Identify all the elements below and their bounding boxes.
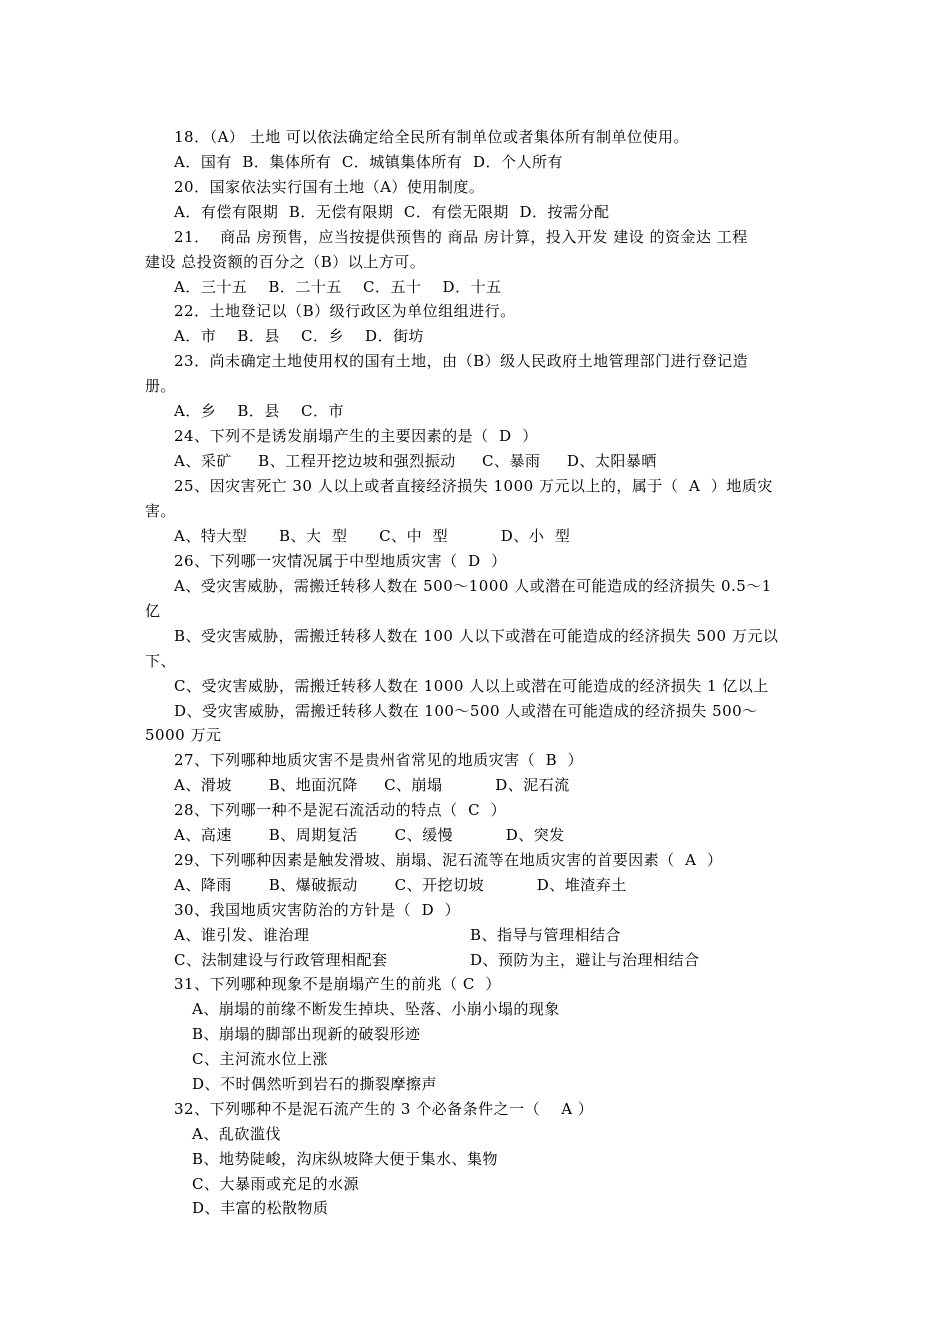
options-27: A、滑坡 B、地面沉降 C、崩塌 D、泥石流 xyxy=(174,776,570,794)
question-23-cont: 册。 xyxy=(145,377,177,395)
options-24: A、采矿 B、工程开挖边坡和强烈振动 C、暴雨 D、太阳暴晒 xyxy=(174,452,657,470)
question-23: 23．尚未确定土地使用权的国有土地，由（B）级人民政府土地管理部门进行登记造 xyxy=(174,352,749,370)
option-32-a: A、乱砍滥伐 xyxy=(192,1125,281,1143)
option-31-d: D、不时偶然听到岩石的撕裂摩擦声 xyxy=(192,1075,438,1093)
option-26-d-cont: 5000 万元 xyxy=(145,726,222,744)
options-22: A．市 B．县 C．乡 D．街坊 xyxy=(174,327,425,345)
question-30: 30、我国地质灾害防治的方针是（ D ） xyxy=(174,901,461,919)
option-31-c: C、主河流水位上涨 xyxy=(192,1050,328,1068)
question-32: 32、下列哪种不是泥石流产生的 3 个必备条件之一（ A ） xyxy=(174,1100,594,1118)
question-25: 25、因灾害死亡 30 人以上或者直接经济损失 1000 万元以上的，属于（ A ）地质灾 xyxy=(174,477,773,495)
option-32-c: C、大暴雨或充足的水源 xyxy=(192,1175,359,1193)
question-31: 31、下列哪种现象不是崩塌产生的前兆（ C ） xyxy=(174,975,501,993)
option-32-b: B、地势陡峻，沟床纵坡降大便于集水、集物 xyxy=(192,1150,499,1168)
options-20: A．有偿有限期 B．无偿有限期 C．有偿无限期 D．按需分配 xyxy=(174,203,610,221)
question-21-cont: 建设 总投资额的百分之（B）以上方可。 xyxy=(145,253,426,271)
option-31-a: A、崩塌的前缘不断发生掉块、坠落、小崩小塌的现象 xyxy=(192,1000,560,1018)
option-26-b-cont: 下、 xyxy=(145,652,177,670)
options-25: A、特大型 B、大 型 C、中 型 D、小 型 xyxy=(174,527,571,545)
question-26: 26、下列哪一灾情况属于中型地质灾害（ D ） xyxy=(174,552,507,570)
option-30-b: B、指导与管理相结合 xyxy=(470,926,622,944)
options-28: A、高速 B、周期复活 C、缓慢 D、突发 xyxy=(174,826,565,844)
question-18: 18．（A） 土地 可以依法确定给全民所有制单位或者集体所有制单位使用。 xyxy=(174,128,689,146)
option-26-a-cont: 亿 xyxy=(145,602,161,620)
question-24: 24、下列不是诱发崩塌产生的主要因素的是（ D ） xyxy=(174,427,538,445)
option-32-d: D、丰富的松散物质 xyxy=(192,1199,329,1217)
option-26-a: A、受灾害威胁，需搬迁转移人数在 500～1000 人或潜在可能造成的经济损失 0.5～1 xyxy=(174,577,772,595)
options-29: A、降雨 B、爆破振动 C、开挖切坡 D、堆渣弃土 xyxy=(174,876,627,894)
option-26-c: C、受灾害威胁，需搬迁转移人数在 1000 人以上或潜在可能造成的经济损失 1 亿以上 xyxy=(174,677,769,695)
options-23: A．乡 B．县 C．市 xyxy=(174,402,344,420)
option-30-a: A、谁引发、谁治理 xyxy=(174,926,310,944)
option-26-d: D、受灾害威胁，需搬迁转移人数在 100～500 人或潜在可能造成的经济损失 500～ xyxy=(174,702,758,720)
options-21: A．三十五 B．二十五 C．五十 D．十五 xyxy=(174,278,502,296)
option-26-b: B、受灾害威胁，需搬迁转移人数在 100 人以下或潜在可能造成的经济损失 500 万元以 xyxy=(174,627,779,645)
question-25-cont: 害。 xyxy=(145,502,177,520)
option-31-b: B、崩塌的脚部出现新的破裂形迹 xyxy=(192,1025,421,1043)
question-29: 29、下列哪种因素是触发滑坡、崩塌、泥石流等在地质灾害的首要因素（ A ） xyxy=(174,851,723,869)
question-22: 22．土地登记以（B）级行政区为单位组组进行。 xyxy=(174,302,516,320)
question-21: 21． 商品 房预售，应当按提供预售的 商品 房计算，投入开发 建设 的资金达 工程 xyxy=(174,228,748,246)
question-27: 27、下列哪种地质灾害不是贵州省常见的地质灾害（ B ） xyxy=(174,751,584,769)
question-20: 20．国家依法实行国有土地（A）使用制度。 xyxy=(174,178,485,196)
question-28: 28、下列哪一种不是泥石流活动的特点（ C ） xyxy=(174,801,507,819)
option-30-d: D、预防为主，避让与治理相结合 xyxy=(470,951,700,969)
option-30-c: C、法制建设与行政管理相配套 xyxy=(174,951,388,969)
options-18: A．国有 B．集体所有 C．城镇集体所有 D．个人所有 xyxy=(174,153,563,171)
